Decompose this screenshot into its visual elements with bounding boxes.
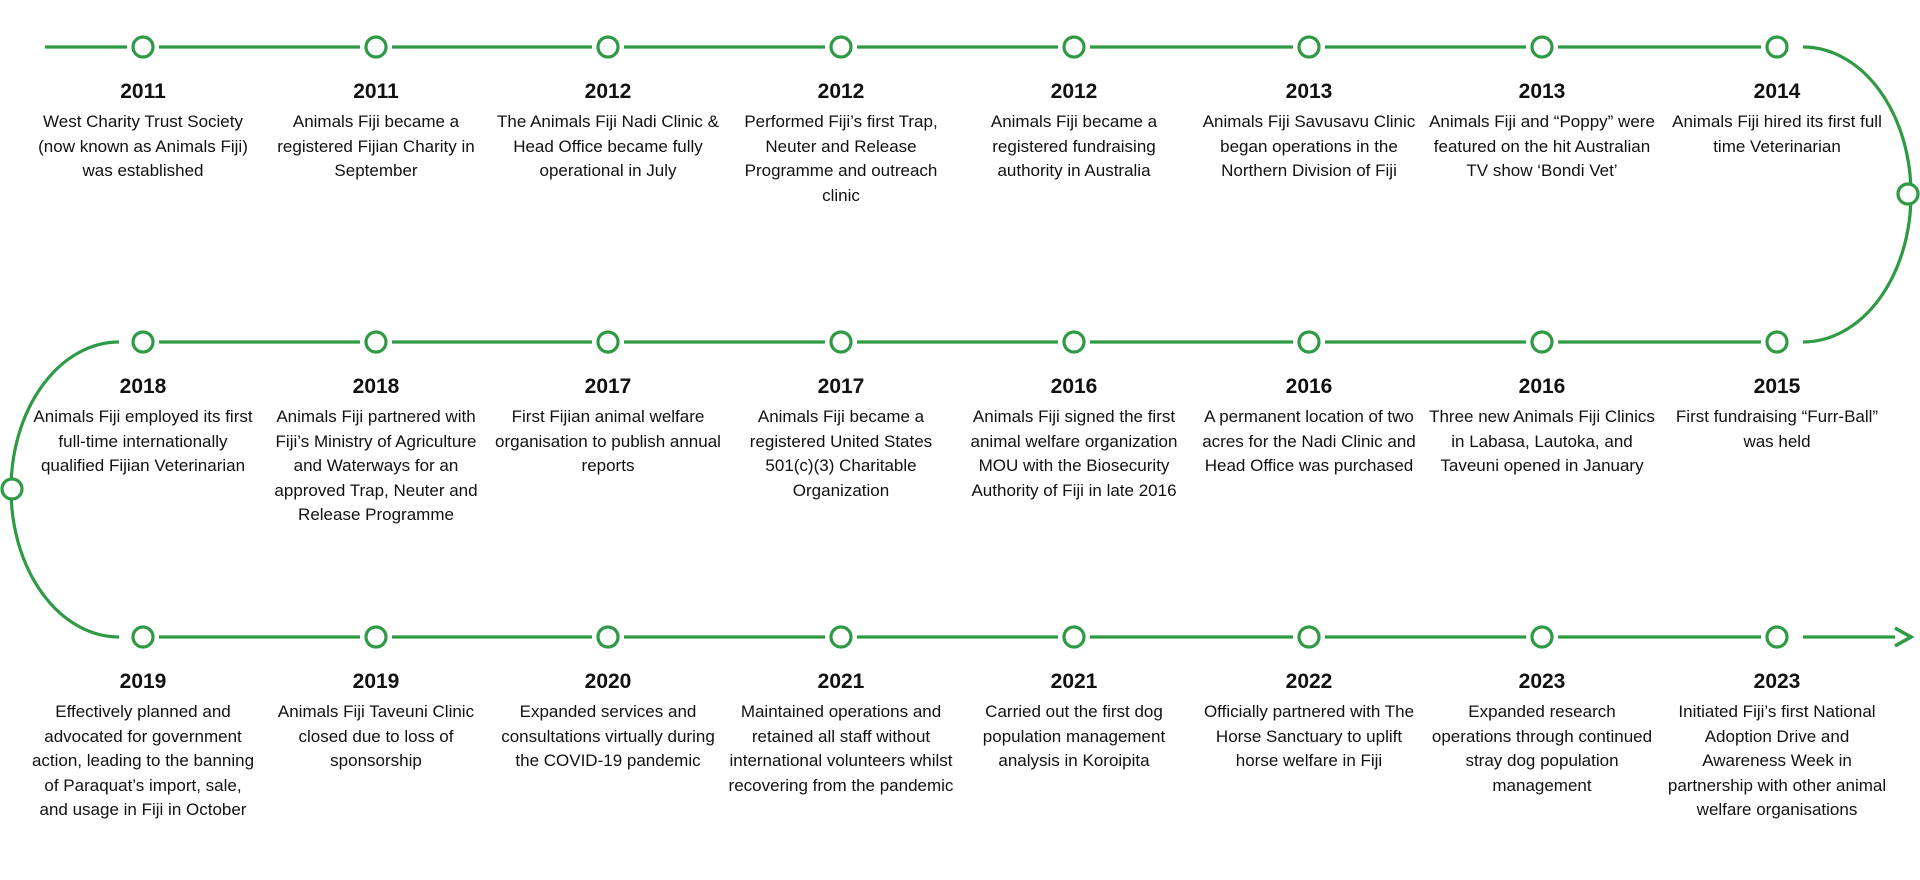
timeline-node (1767, 37, 1787, 57)
milestone-description: The Animals Fiji Nadi Clinic & Head Office became fully operational in July (496, 112, 719, 180)
timeline-node (1532, 627, 1552, 647)
timeline-node (1767, 332, 1787, 352)
milestone-year: 2011 (353, 80, 399, 103)
milestone-year: 2017 (817, 375, 865, 398)
milestone-year: 2022 (1285, 670, 1333, 693)
milestone (959, 670, 1189, 774)
milestone (493, 375, 723, 479)
milestone-description: Animals Fiji became a registered fundraising authority in Australia (990, 112, 1158, 180)
timeline-node (1064, 627, 1084, 647)
timeline-node (831, 332, 851, 352)
timeline-node (133, 627, 153, 647)
milestone-description: Three new Animals Fiji Clinics in Labasa, Lautoka, and Taveuni opened in January (1429, 407, 1655, 475)
milestone (726, 80, 956, 208)
arrow-head-icon (1895, 628, 1911, 646)
milestone-description: Carried out the first dog population management analysis in Koroipita (982, 702, 1166, 770)
timeline-node (133, 332, 153, 352)
timeline-node (598, 37, 618, 57)
milestone-description: Animals Fiji partnered with Fiji’s Ministry of Agriculture and Waterways for an approved Trap, Neuter and Release Programme (274, 407, 478, 524)
milestone (261, 670, 491, 774)
timeline-node (366, 37, 386, 57)
milestone-year: 2020 (584, 670, 632, 693)
milestone (1662, 80, 1892, 159)
milestone-year: 2023 (1753, 670, 1801, 693)
timeline-node (1767, 627, 1787, 647)
milestone (261, 80, 491, 184)
timeline-node (598, 332, 618, 352)
milestone-year: 2021 (1050, 670, 1098, 693)
milestone-year: 2013 (1518, 80, 1566, 103)
milestone-year: 2014 (1753, 80, 1801, 103)
milestone-year: 2016 (1518, 375, 1566, 398)
milestone (1194, 670, 1424, 774)
milestone (726, 375, 956, 503)
milestone (1427, 80, 1657, 184)
timeline-node (366, 332, 386, 352)
milestone-description: Officially partnered with The Horse Sanctuary to uplift horse welfare in Fiji (1203, 702, 1415, 770)
milestone-description: Expanded research operations through continued stray dog population management (1431, 702, 1653, 795)
timeline-node (1064, 37, 1084, 57)
milestone-description: First Fijian animal welfare organisation to publish annual reports (495, 407, 721, 475)
milestone-description: Animals Fiji Taveuni Clinic closed due to loss of sponsorship (277, 702, 475, 770)
milestone-description: Effectively planned and advocated for government action, leading to the banning of Paraquat’s import, sale, and usage in Fiji in October (31, 702, 255, 819)
milestone (1662, 375, 1892, 454)
timeline-node (1299, 37, 1319, 57)
milestone (1194, 80, 1424, 184)
milestone (1427, 375, 1657, 479)
timeline-node (1299, 332, 1319, 352)
milestone-year: 2012 (1050, 80, 1098, 103)
milestone-description: Animals Fiji Savusavu Clinic began operations in the Northern Division of Fiji (1202, 112, 1416, 180)
milestone (28, 375, 258, 479)
timeline-node (1299, 627, 1319, 647)
timeline-node (598, 627, 618, 647)
milestone-year: 2021 (817, 670, 865, 693)
timeline-node (133, 37, 153, 57)
timeline-node (366, 627, 386, 647)
milestone-description: Animals Fiji became a registered United States 501(c)(3) Charitable Organization (749, 407, 933, 500)
milestone-description: Animals Fiji became a registered Fijian Charity in September (277, 112, 475, 180)
milestone-year: 2016 (1285, 375, 1333, 398)
milestone (1194, 375, 1424, 479)
milestone-year: 2015 (1753, 375, 1801, 398)
timeline-node (1064, 332, 1084, 352)
milestone-year: 2013 (1285, 80, 1333, 103)
milestone-description: Performed Fiji’s first Trap, Neuter and Release Programme and outreach clinic (744, 112, 938, 205)
milestone (28, 670, 258, 823)
milestone (1662, 670, 1892, 823)
milestone (493, 670, 723, 774)
timeline-node (831, 627, 851, 647)
milestone (261, 375, 491, 528)
milestone-year: 2023 (1518, 670, 1566, 693)
milestone-year: 2011 (120, 80, 166, 103)
milestone-description: Animals Fiji employed its first full-time internationally qualified Fijian Veterinarian (33, 407, 253, 475)
milestone-description: Animals Fiji and “Poppy” were featured on the hit Australian TV show ‘Bondi Vet’ (1429, 112, 1655, 180)
milestone-year: 2012 (584, 80, 632, 103)
milestone-description: Expanded services and consultations virtually during the COVID-19 pandemic (501, 702, 715, 770)
milestone-description: First fundraising “Furr-Ball” was held (1675, 407, 1879, 451)
milestone-year: 2018 (352, 375, 400, 398)
milestone-description: Maintained operations and retained all staff without international volunteers whilst recovering from the pandemic (728, 702, 954, 795)
timeline-node (1532, 332, 1552, 352)
milestone-year: 2016 (1050, 375, 1098, 398)
milestone (959, 375, 1189, 503)
timeline-turn-node (2, 479, 22, 499)
milestone-year: 2019 (352, 670, 400, 693)
milestone (726, 670, 956, 798)
milestone (959, 80, 1189, 184)
milestone-year: 2019 (119, 670, 167, 693)
timeline-turn-node (1898, 184, 1918, 204)
milestone-description: West Charity Trust Society (now known as Animals Fiji) was established (38, 112, 248, 180)
milestone-year: 2018 (119, 375, 167, 398)
milestone-description: Animals Fiji signed the first animal welfare organization MOU with the Biosecurity Authority of Fiji in late 2016 (970, 407, 1178, 500)
milestone-description: Animals Fiji hired its first full time Veterinarian (1672, 112, 1882, 156)
timeline-node (1532, 37, 1552, 57)
milestone (28, 80, 258, 184)
timeline-node (831, 37, 851, 57)
milestone-description: Initiated Fiji’s first National Adoption Drive and Awareness Week in partnership with other animal welfare organisations (1667, 702, 1887, 819)
milestone-year: 2017 (584, 375, 632, 398)
milestone-description: A permanent location of two acres for the Nadi Clinic and Head Office was purchased (1202, 407, 1416, 475)
milestone-year: 2012 (817, 80, 865, 103)
milestone (493, 80, 723, 184)
milestone (1427, 670, 1657, 798)
